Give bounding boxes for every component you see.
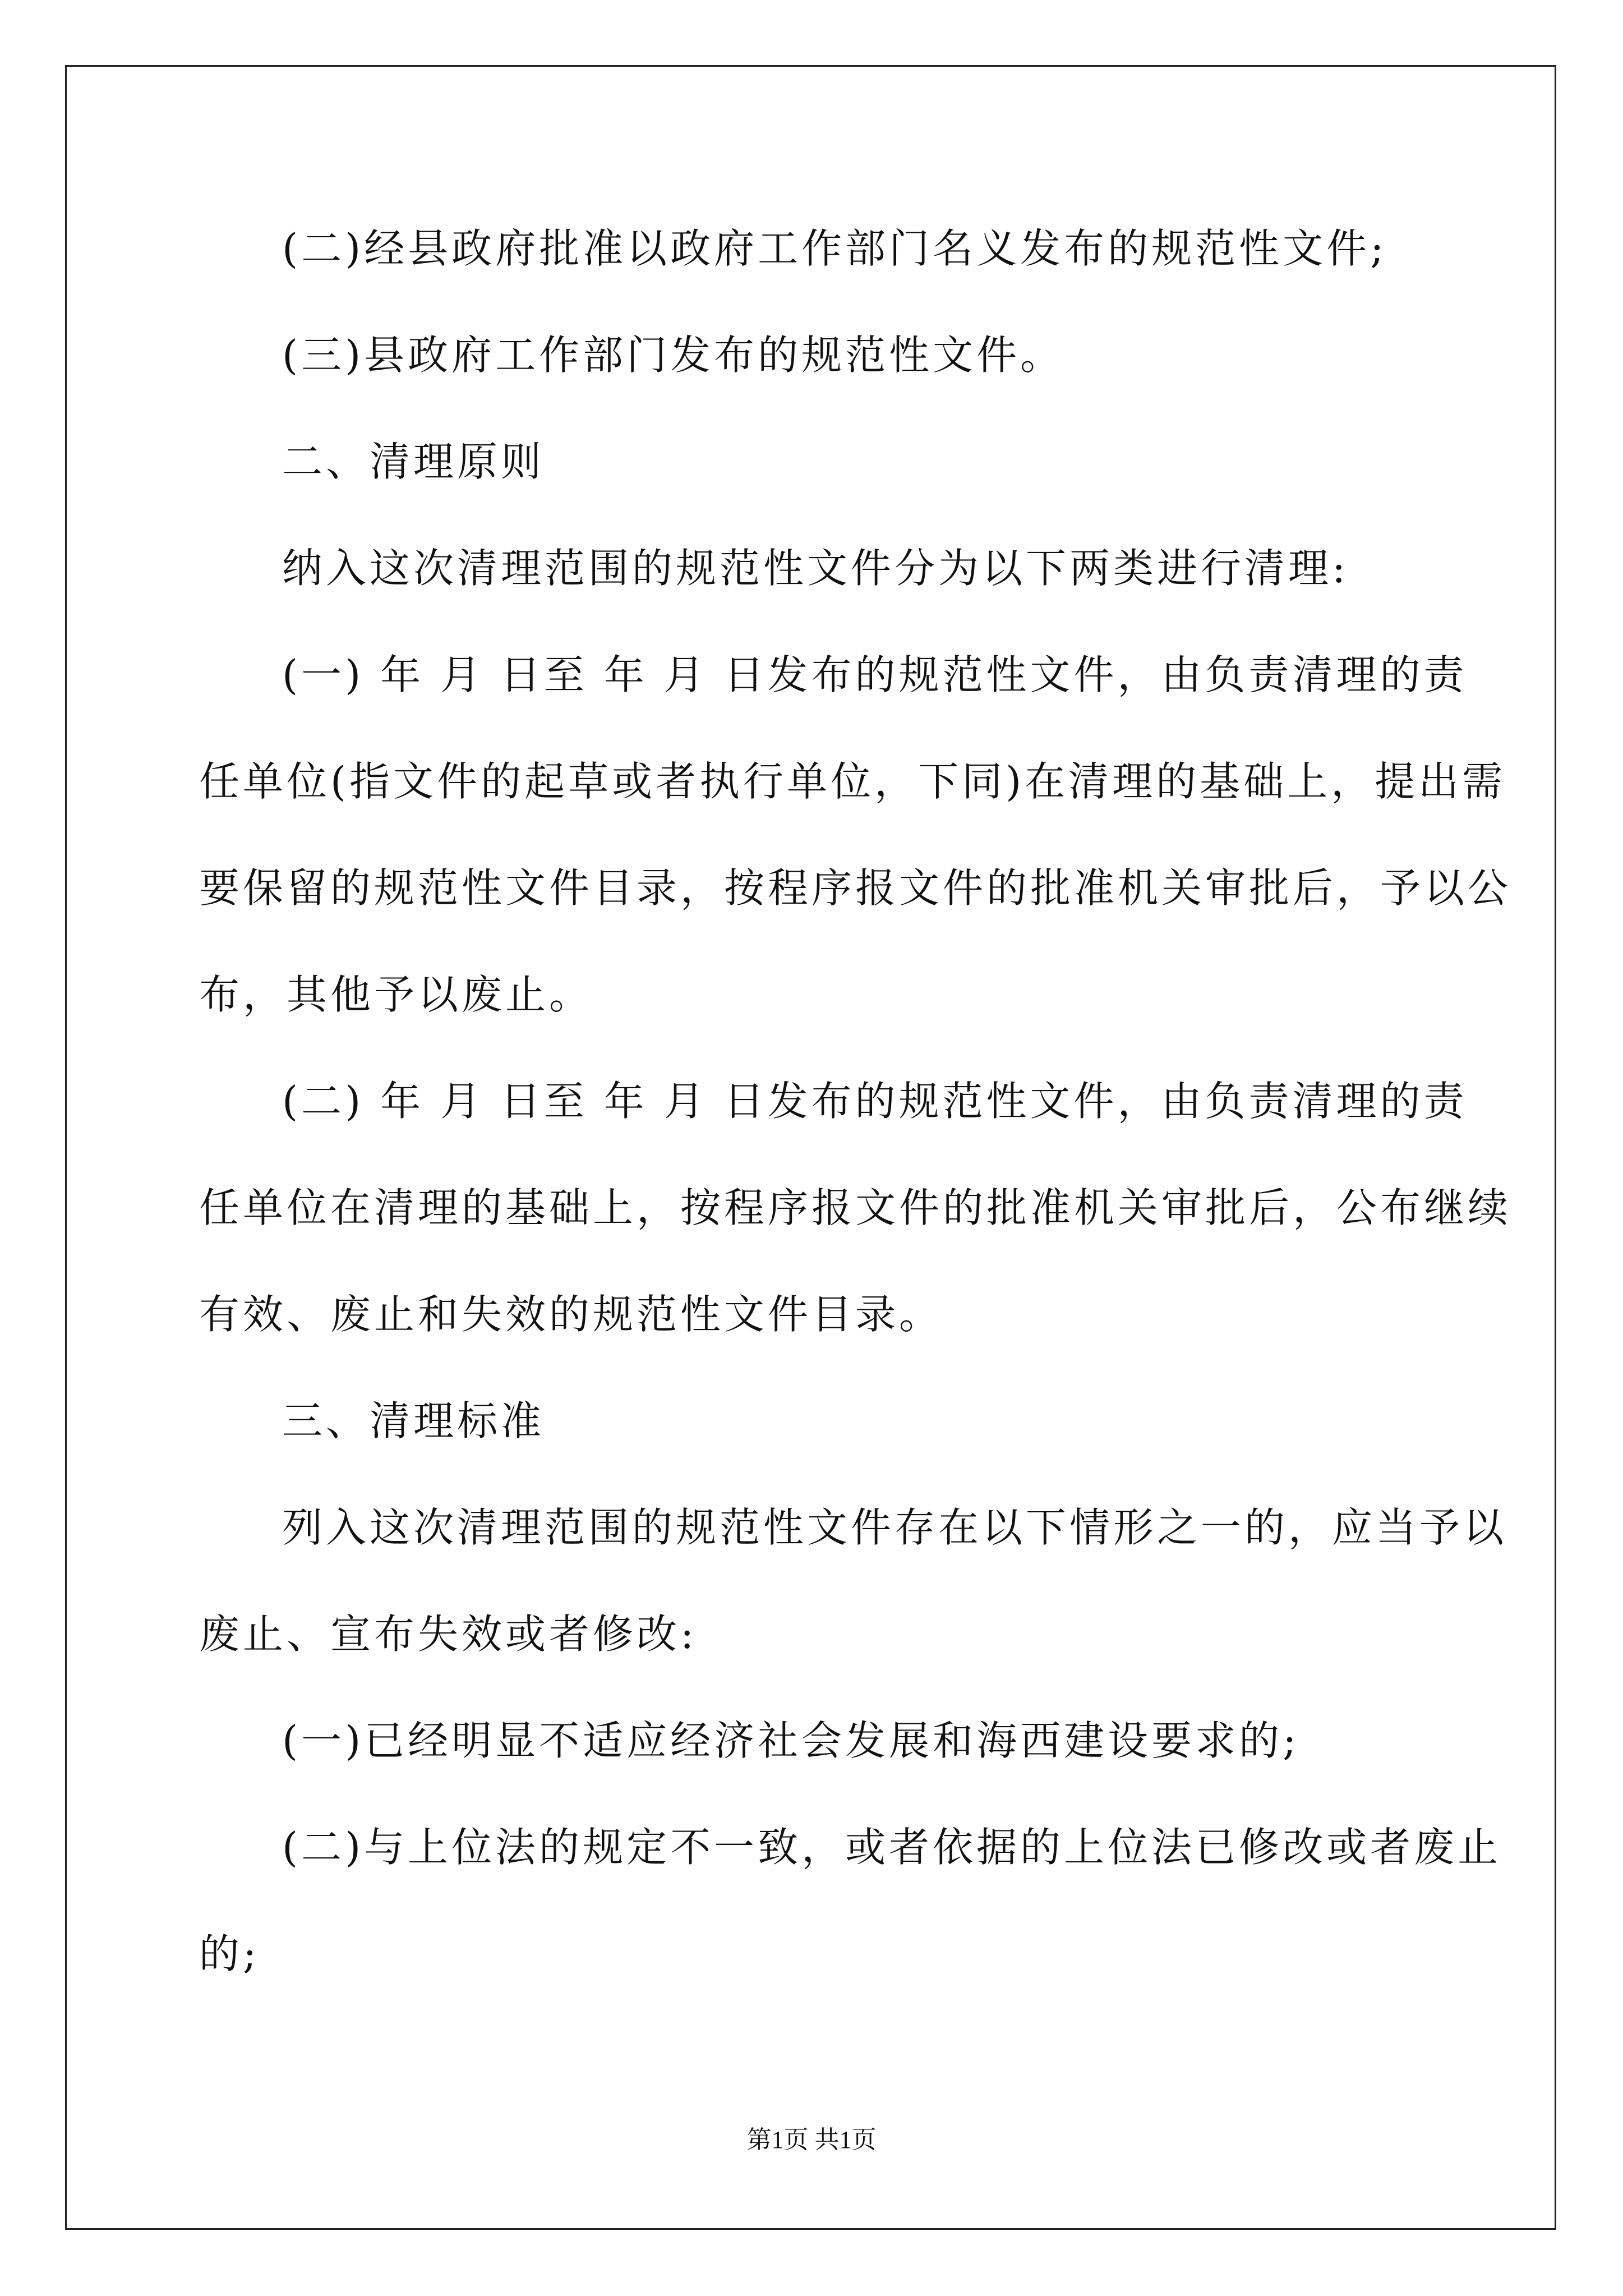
text-line: (二)经县政府批准以政府工作部门名义发布的规范性文件; xyxy=(282,225,1387,272)
section-heading: 二、清理原则 xyxy=(282,438,545,485)
text-line: 列入这次清理范围的规范性文件存在以下情形之一的，应当予以 xyxy=(282,1504,1507,1551)
text-line: (二)与上位法的规定不一致，或者依据的上位法已修改或者废止 xyxy=(282,1824,1502,1871)
page-border xyxy=(65,65,1556,2230)
text-line: 废止、宣布失效或者修改: xyxy=(199,1611,698,1658)
text-line: 任单位在清理的基础上，按程序报文件的批准机关审批后，公布继续 xyxy=(199,1184,1512,1231)
text-line: 纳入这次清理范围的规范性文件分为以下两类进行清理: xyxy=(282,545,1349,592)
text-line: 有效、废止和失效的规范性文件目录。 xyxy=(199,1291,943,1338)
text-line: 任单位(指文件的起草或者执行单位，下同)在清理的基础上，提出需 xyxy=(199,758,1506,805)
section-heading: 三、清理标准 xyxy=(282,1397,545,1444)
text-line: 布，其他予以废止。 xyxy=(199,971,593,1018)
text-line: (一) 年 月 日至 年 月 日发布的规范性文件，由负责清理的责 xyxy=(282,651,1468,698)
text-line: 的; xyxy=(199,1930,260,1977)
text-line: 要保留的规范性文件目录，按程序报文件的批准机关审批后，予以公 xyxy=(199,864,1512,912)
text-line: (二) 年 月 日至 年 月 日发布的规范性文件，由负责清理的责 xyxy=(282,1078,1468,1125)
text-line: (一)已经明显不适应经济社会发展和海西建设要求的; xyxy=(282,1717,1300,1764)
text-line: (三)县政府工作部门发布的规范性文件。 xyxy=(282,332,1064,379)
page-footer: 第1页 共1页 xyxy=(746,2126,877,2154)
